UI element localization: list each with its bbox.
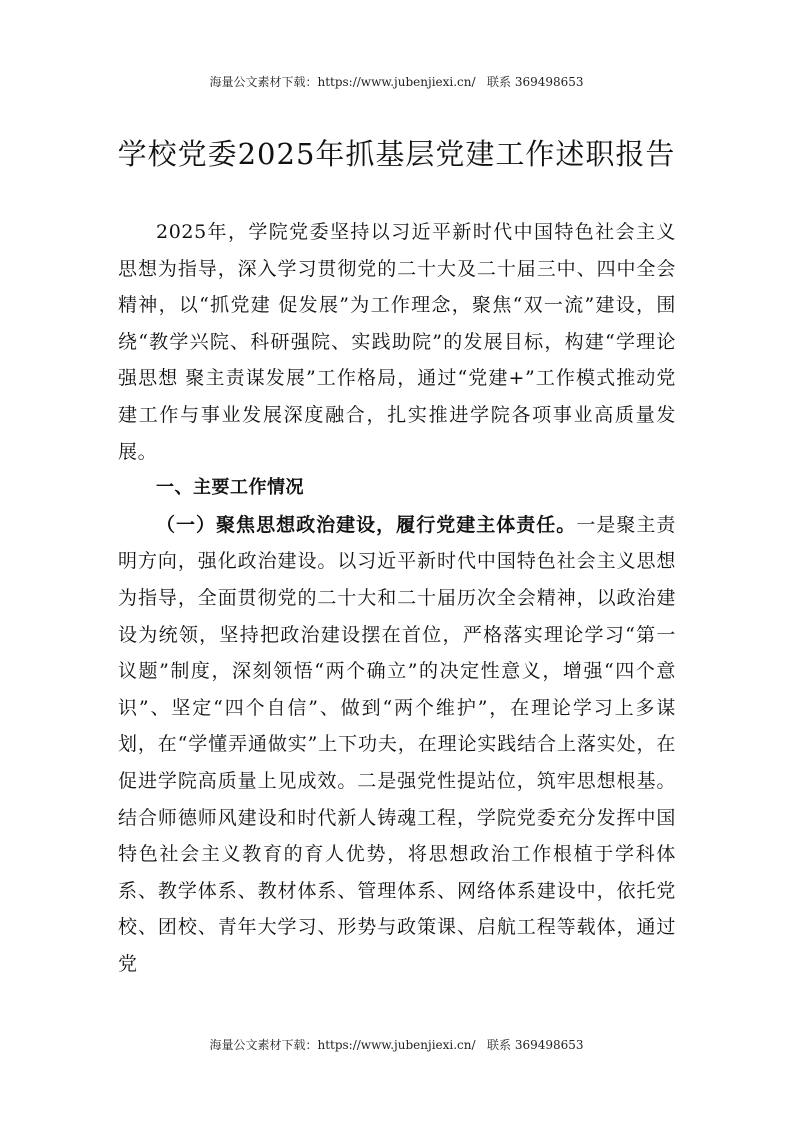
intro-paragraph: 2025年，学院党委坚持以习近平新时代中国特色社会主义思想为指导，深入学习贯彻党的二十大及二十届三中、四中全会精神，以“抓党建 促发展”为工作理念，聚焦“双一流”建设，围绕“教学兴院、科研强院、实践助院”的发展目标，构建“学理论强思想 聚主责谋发展”工作格局，通过“党建+”工作模式推动党建工作与事业发展深度融合，扎实推进学院各项事业高质量发展。 [118, 221, 676, 463]
document-title: 学校党委2025年抓基层党建工作述职报告 [117, 137, 676, 171]
page-footer [0, 1037, 793, 1053]
header-contact: 联系 369498653 [487, 75, 584, 89]
subsection-paragraph-1 [118, 507, 676, 983]
header-url-link[interactable]: https://www.jubenjiexi.cn/ [317, 75, 476, 89]
subsection-text-1: 一是聚主责明方向，强化政治建设。以习近平新时代中国特色社会主义思想为指导，全面贯彻党的二十大和二十届历次全会精神，以政治建设为统领，坚持把政治建设摆在首位，严格落实理论学习“第一议题”制度，深刻领悟“两个确立”的决定性意义，增强“四个意识”、坚定“四个自信”、做到“两个维护”，在理论学习上多谋划，在“学懂弄通做实”上下功夫，在理论实践结合上落实处，在促进学院高质量上见成效。二是强党性提站位，筑牢思想根基。结合师德师风建设和时代新人铸魂工程，学院党委充分发挥中国特色社会主义教育的育人优势，将思想政治工作根植于学科体系、教学体系、教材体系、管理体系、网络体系建设中，依托党校、团校、青年大学习、形势与政策课、启航工程等载体，通过党 [118, 513, 676, 975]
footer-label: 海量公文素材下载： [209, 1038, 318, 1052]
header-label: 海量公文素材下载： [209, 75, 318, 89]
footer-url-link[interactable]: https://www.jubenjiexi.cn/ [317, 1038, 476, 1052]
page-header [0, 74, 793, 90]
subsection-title-1: （一）聚焦思想政治建设，履行党建主体责任。 [156, 513, 577, 536]
section-heading-main-work: 一、主要工作情况 [156, 477, 304, 499]
document-body [118, 214, 676, 982]
footer-contact: 联系 369498653 [487, 1038, 584, 1052]
